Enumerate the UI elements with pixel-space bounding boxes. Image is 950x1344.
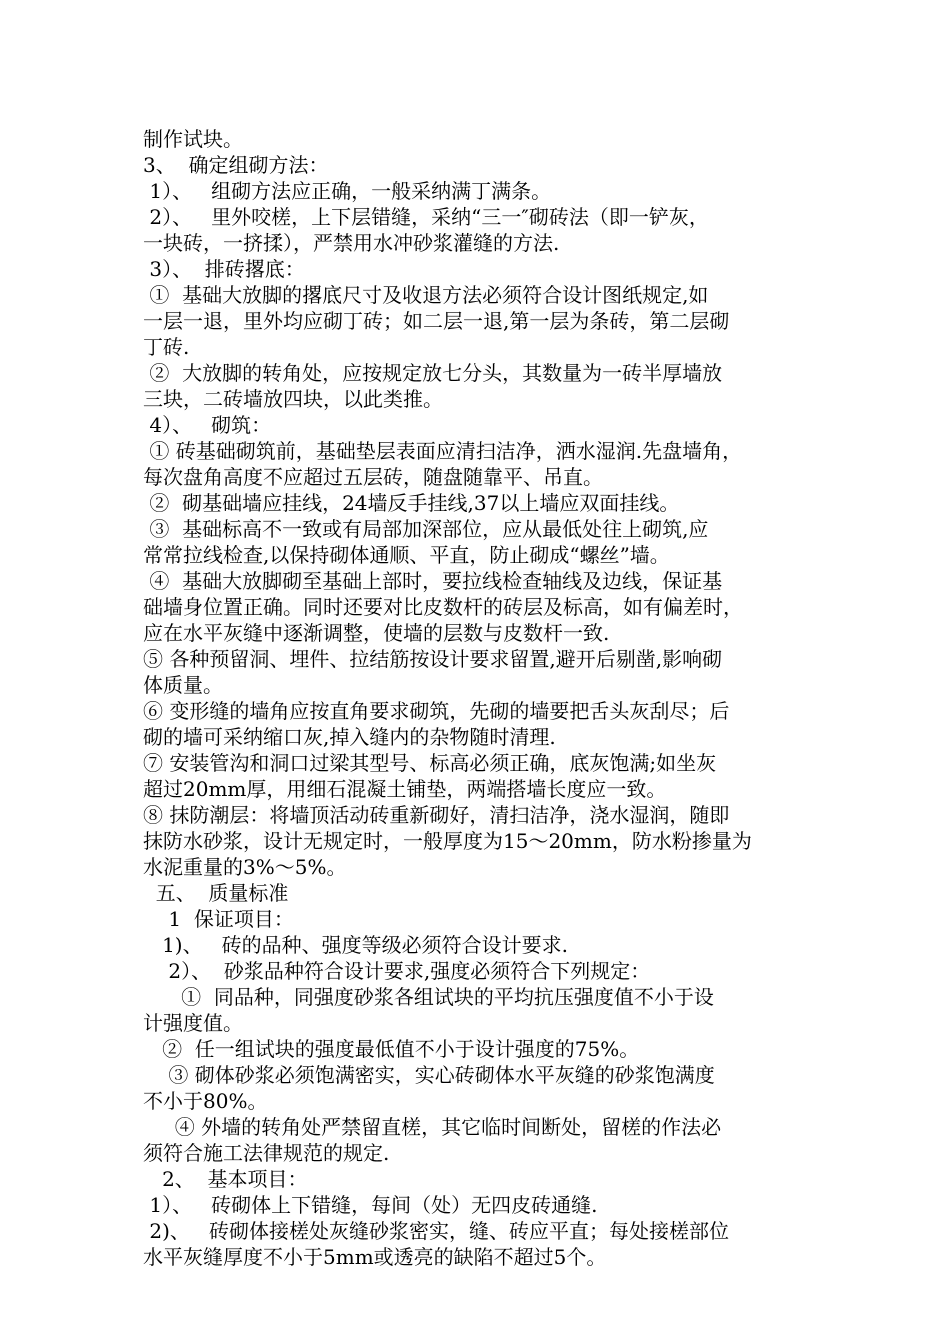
text-line: 五、 质量标准 [143, 881, 289, 905]
text-line: ⑧ 抹防潮层：将墙顶活动砖重新砌好，清扫洁净，浇水湿润，随即 [143, 803, 730, 827]
text-line: ① 基础大放脚的撂底尺寸及收退方法必须符合设计图纸规定,如 [143, 283, 709, 307]
text-line: 3）、 排砖撂底： [143, 257, 305, 281]
text-line: 制作试块。 [143, 127, 243, 151]
text-line: 4）、 砌筑： [143, 413, 272, 437]
text-line: ② 砌基础墙应挂线，24墙反手挂线,37以上墙应双面挂线。 [143, 491, 680, 515]
text-line: 水平灰缝厚度不小于5mm或透亮的缺陷不超过5个。 [143, 1245, 607, 1269]
text-line: 1）、 砖砌体上下错缝，每间（处）无四皮砖通缝. [143, 1193, 598, 1217]
text-line: ⑥ 变形缝的墙角应按直角要求砌筑，先砌的墙要把舌头灰刮尽；后 [143, 699, 730, 723]
text-line: 三块，二砖墙放四块，以此类推。 [143, 387, 443, 411]
text-line: ⑤ 各种预留洞、埋件、拉结筋按设计要求留置,避开后剔凿,影响砌 [143, 647, 723, 671]
text-line: 计强度值。 [143, 1011, 243, 1035]
text-line: ① 砖基础砌筑前，基础垫层表面应清扫洁净，洒水湿润.先盘墙角， [143, 439, 743, 463]
text-line: 1）、 组砌方法应正确，一般采纳满丁满条。 [143, 179, 552, 203]
text-line: 超过20mm厚，用细石混凝土铺垫，两端搭墙长度应一致。 [143, 777, 667, 801]
text-line: 抹防水砂浆，设计无规定时，一般厚度为15～20mm，防水粉掺量为 [143, 829, 752, 853]
text-line: ④ 基础大放脚砌至基础上部时，要拉线检查轴线及边线，保证基 [143, 569, 723, 593]
text-line: ③ 基础标高不一致或有局部加深部位，应从最低处往上砌筑,应 [143, 517, 709, 541]
text-line: 1)、 砖的品种、强度等级必须符合设计要求. [143, 933, 569, 957]
text-line: 2、 基本项目： [143, 1167, 308, 1191]
text-line: 2)、 砖砌体接槎处灰缝砂浆密实，缝、砖应平直；每处接槎部位 [143, 1219, 729, 1243]
text-line: 体质量。 [143, 673, 223, 697]
text-line: 础墙身位置正确。同时还要对比皮数杆的砖层及标高，如有偏差时， [143, 595, 743, 619]
text-line: 砌的墙可采纳缩口灰,掉入缝内的杂物随时清理. [143, 725, 556, 749]
text-line: ④ 外墙的转角处严禁留直槎，其它临时间断处，留槎的作法必 [143, 1115, 722, 1139]
text-line: 1 保证项目： [143, 907, 294, 931]
text-line: ③ 砌体砂浆必须饱满密实，实心砖砌体水平灰缝的砂浆饱满度 [143, 1063, 715, 1087]
text-line: 一层一退，里外均应砌丁砖；如二层一退,第一层为条砖，第二层砌 [143, 309, 730, 333]
text-line: ① 同品种，同强度砂浆各组试块的平均抗压强度值不小于设 [143, 985, 714, 1009]
text-line: 不小于80%。 [143, 1089, 268, 1113]
text-line: 每次盘角高度不应超过五层砖，随盘随靠平、吊直。 [143, 465, 603, 489]
text-line: 2）、 砂浆品种符合设计要求,强度必须符合下列规定： [143, 959, 651, 983]
text-line: 3、 确定组砌方法： [143, 153, 329, 177]
text-line: 一块砖，一挤揉），严禁用水冲砂浆灌缝的方法. [143, 231, 560, 255]
text-line: 应在水平灰缝中逐渐调整，使墙的层数与皮数杆一致. [143, 621, 610, 645]
text-line: 须符合施工法律规范的规定. [143, 1141, 390, 1165]
text-line: ② 任一组试块的强度最低值不小于设计强度的75%。 [143, 1037, 640, 1061]
text-line: 丁砖. [143, 335, 190, 359]
text-line: 水泥重量的3%～5%。 [143, 855, 347, 879]
document-body [143, 126, 833, 1270]
text-line: 2）、 里外咬槎，上下层错缝，采纳“三一″砌砖法（即一铲灰， [143, 205, 709, 229]
text-line: ② 大放脚的转角处，应按规定放七分头，其数量为一砖半厚墙放 [143, 361, 723, 385]
text-line: 常常拉线检查,以保持砌体通顺、平直，防止砌成“螺丝”墙。 [143, 543, 670, 567]
text-line: ⑦ 安装管沟和洞口过梁其型号、标高必须正确，底灰饱满;如坐灰 [143, 751, 717, 775]
